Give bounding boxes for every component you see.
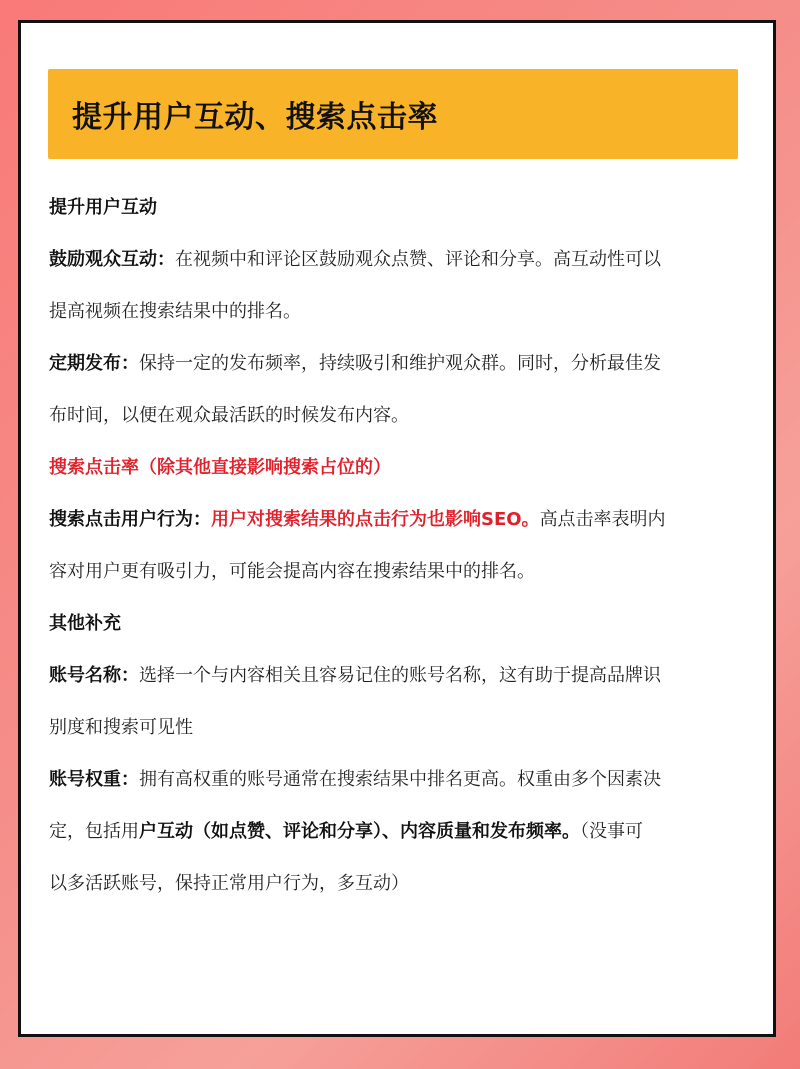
account-weight-text-2a: 定，包括用 [49,821,139,842]
click-behavior-line-1 [49,507,666,533]
heading-other: 其他补充 [49,613,121,634]
account-weight-line-2 [49,819,643,845]
schedule-line-1 [49,351,661,377]
encourage-text-1: 在视频中和评论区鼓励观众点赞、评论和分享。高互动性可以 [175,249,661,270]
title-banner [48,69,738,159]
account-name-label: 账号名称： [49,665,139,686]
click-behavior-label: 搜索点击用户行为： [49,509,211,530]
account-weight-label: 账号权重： [49,769,139,790]
click-behavior-text-2: 容对用户更有吸引力，可能会提高内容在搜索结果中的排名。 [49,561,535,582]
heading-user-interaction: 提升用户互动 [49,197,157,218]
account-weight-text-2c: （没事可 [580,821,643,842]
schedule-text-2: 布时间，以便在观众最活跃的时候发布内容。 [49,405,409,426]
account-weight-line-1 [49,767,661,793]
content-card [18,20,776,1037]
account-name-text-1: 选择一个与内容相关且容易记住的账号名称，这有助于提高品牌识 [139,665,661,686]
encourage-label: 鼓励观众互动： [49,249,175,270]
account-weight-text-1: 拥有高权重的账号通常在搜索结果中排名更高。权重由多个因素决 [139,769,661,790]
account-name-line-1 [49,663,661,689]
click-behavior-emphasis: 用户对搜索结果的点击行为也影响SEO。 [211,509,540,530]
heading-click-rate: 搜索点击率（除其他直接影响搜索占位的） [49,457,391,478]
click-behavior-text-1: 高点击率表明内 [539,509,666,530]
schedule-text-1: 保持一定的发布频率，持续吸引和维护观众群。同时，分析最佳发 [139,353,661,374]
encourage-line-1 [49,247,661,273]
account-name-text-2: 别度和搜索可见性 [49,717,193,738]
account-weight-text-3: 以多活跃账号，保持正常用户行为，多互动） [49,873,409,894]
account-weight-text-2b: 户互动（如点赞、评论和分享）、内容质量和发布频率。 [139,821,580,842]
schedule-label: 定期发布： [49,353,139,374]
encourage-text-2: 提高视频在搜索结果中的排名。 [49,301,301,322]
page-title: 提升用户互动、搜索点击率 [72,100,438,135]
